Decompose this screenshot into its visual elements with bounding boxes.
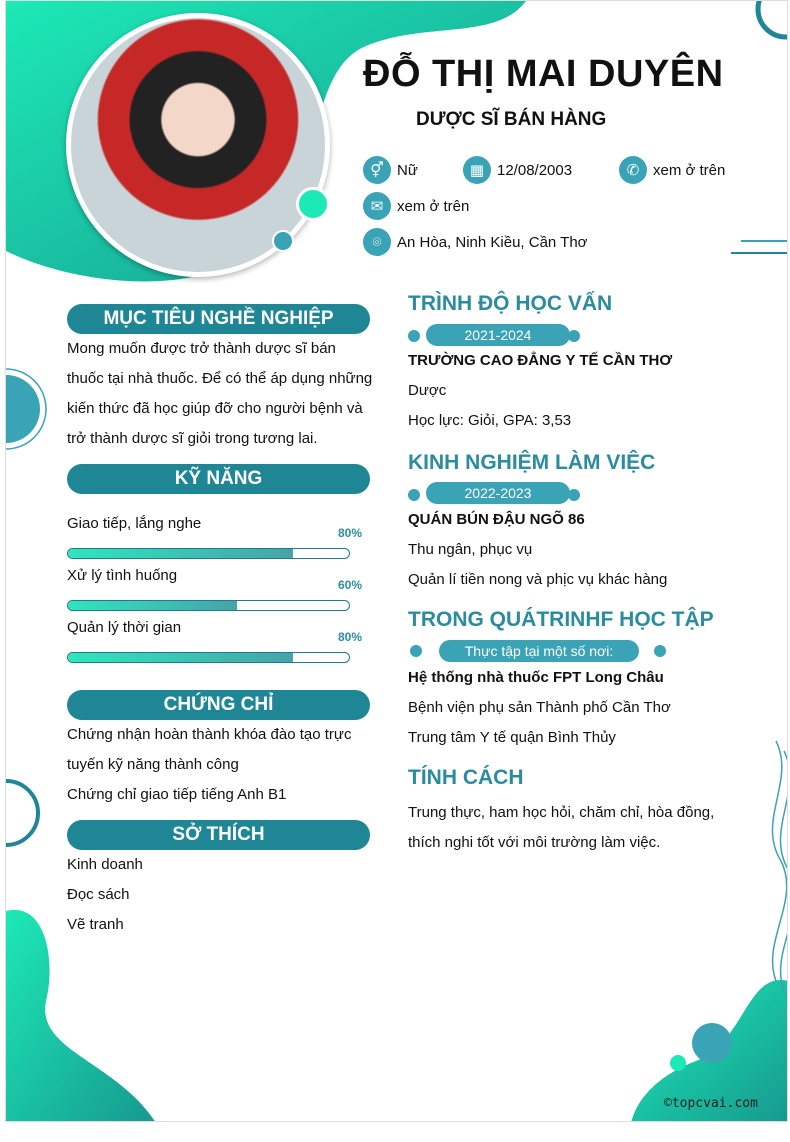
job-title: DƯỢC SĨ BÁN HÀNG — [416, 109, 607, 130]
skill-item: Quản lý thời gian 80% — [67, 618, 350, 638]
skill-item: Giao tiếp, lắng nghe 80% — [67, 514, 350, 534]
cv-page — [5, 0, 788, 1122]
skills-heading: KỸ NĂNG — [67, 464, 370, 494]
personality-text: Trung thực, ham học hỏi, chăm chỉ, hòa đồng, thích nghi tốt với môi trường làm việc. — [408, 804, 715, 851]
location-pin-icon: ⌾ — [363, 228, 391, 256]
experience-period: 2022-2023 — [426, 482, 570, 504]
phone-info — [619, 156, 725, 184]
experience-text: QUÁN BÚN ĐẬU NGÕ 86 Thu ngân, phục vụ Quản lí tiền nong và phịc vụ khác hàng — [408, 511, 668, 588]
certificates-heading: CHỨNG CHỈ — [67, 690, 370, 720]
phone-text: xem ở trên — [653, 161, 726, 179]
email-text: xem ở trên — [397, 197, 470, 215]
hobbies-heading: SỞ THÍCH — [67, 820, 370, 850]
skill-item: Xử lý tình huống 60% — [67, 566, 350, 586]
address-text: An Hòa, Ninh Kiều, Cần Thơ — [397, 233, 588, 251]
skill-progress-bar — [67, 548, 350, 559]
experience-heading: KINH NGHIỆM LÀM VIỆC — [408, 451, 656, 474]
certificates-text: Chứng nhận hoàn thành khóa đào tạo trực tuyến kỹ năng thành công Chứng chỉ giao tiếp tiếng Anh B1 — [67, 726, 352, 803]
education-period: 2021-2024 — [426, 324, 570, 346]
study-pill: Thực tập tại một số nơi: — [439, 640, 639, 662]
birthday-text: 12/08/2003 — [497, 161, 573, 179]
skill-progress-bar — [67, 652, 350, 663]
personality-heading: TÍNH CÁCH — [408, 766, 524, 789]
objective-text: Mong muốn được trở thành dược sĩ bán thuốc tại nhà thuốc. Để có thể áp dụng những kiến thức đã học giúp đỡ cho người bệnh và trở thành dược sĩ giỏi trong tương lai. — [67, 340, 373, 447]
education-heading: TRÌNH ĐỘ HỌC VẤN — [408, 292, 613, 315]
calendar-icon: ▦ — [463, 156, 491, 184]
education-text: TRƯỜNG CAO ĐẲNG Y TẾ CẦN THƠ Dược Học lực: Giỏi, GPA: 3,53 — [408, 352, 673, 429]
address-info — [363, 228, 588, 256]
mail-icon: ✉ — [363, 192, 391, 220]
study-heading: TRONG QUÁTRINHF HỌC TẬP — [408, 608, 714, 631]
phone-icon: ✆ — [619, 156, 647, 184]
skill-progress-bar — [67, 600, 350, 611]
hobbies-text: Kinh doanh Đọc sách Vẽ tranh — [67, 856, 143, 933]
gender-text: Nữ — [397, 161, 418, 179]
watermark: ©topcvai.com — [664, 1096, 758, 1111]
candidate-name: ĐỖ THỊ MAI DUYÊN — [363, 53, 724, 95]
gender-info — [363, 156, 418, 184]
gender-icon: ⚥ — [363, 156, 391, 184]
objective-heading: MỤC TIÊU NGHỀ NGHIỆP — [67, 304, 370, 334]
study-text: Hệ thống nhà thuốc FPT Long Châu Bệnh viện phụ sản Thành phố Cần Thơ Trung tâm Y tế quận Bình Thủy — [408, 669, 671, 746]
email-info — [363, 192, 469, 220]
birthday-info — [463, 156, 572, 184]
